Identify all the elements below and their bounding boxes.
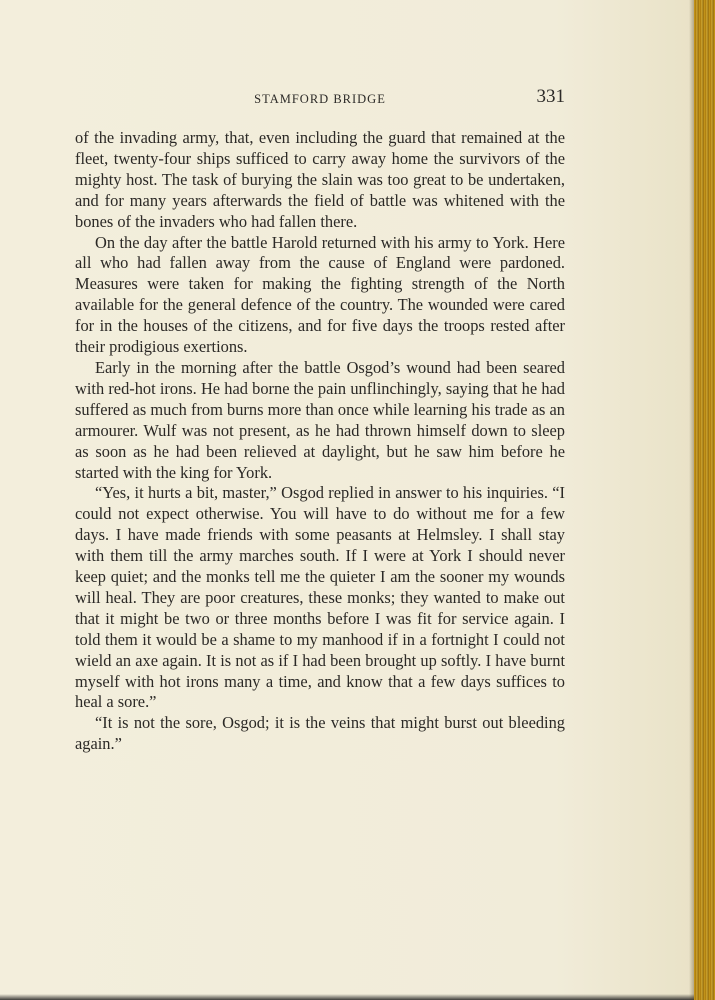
paragraph: “Yes, it hurts a bit, master,” Osgod replied in answer to his inquiries. “I could not expect otherwise. You will have to do without me for a few days. I have made friends with some peasants at Helmsley. I shall stay with them till the army marches south. If I were at York I should never keep quiet; and the monks tell me the quieter I am the sooner my wounds will heal. They are poor creatures, these monks; they wanted to make out that it might be two or three months before I was fit for service again. I told them it would be a shame to my manhood if in a fortnight I could not wield an axe again. It is not as if I had been brought up softly. I have burnt myself with hot irons many a time, and know that a few days suffices to heal a sore.” <box>75 483 565 712</box>
page-bottom-edge <box>0 994 694 1000</box>
book-binding <box>694 0 715 1000</box>
running-title: STAMFORD BRIDGE <box>254 92 386 106</box>
page-header <box>75 86 565 112</box>
paragraph: Early in the morning after the battle Osgod’s wound had been seared with red-hot irons. He had borne the pain unflinchingly, saying that he had suffered as much from burns more than once while learning his trade as an armourer. Wulf was not present, as he had thrown himself down to sleep as soon as he had been relieved at daylight, but he saw him before he started with the king for York. <box>75 357 565 482</box>
page-number: 331 <box>536 86 565 107</box>
body-text <box>75 128 565 755</box>
paragraph: of the invading army, that, even including the guard that remained at the fleet, twenty-four ships sufficed to carry away home the survivors of the mighty host. The task of burying the slain was too great to be undertaken, and for many years afterwards the field of battle was whitened with the bones of the invaders who had fallen there. <box>75 128 565 231</box>
paragraph: On the day after the battle Harold returned with his army to York. Here all who had fallen away from the cause of England were pardoned. Measures were taken for making the fighting strength of the North available for the general defence of the country. The wounded were cared for in the houses of the citizens, and for five days the troops rested after their prodigious exertions. <box>75 232 565 357</box>
paragraph: “It is not the sore, Osgod; it is the veins that might burst out bleeding again.” <box>75 713 565 754</box>
